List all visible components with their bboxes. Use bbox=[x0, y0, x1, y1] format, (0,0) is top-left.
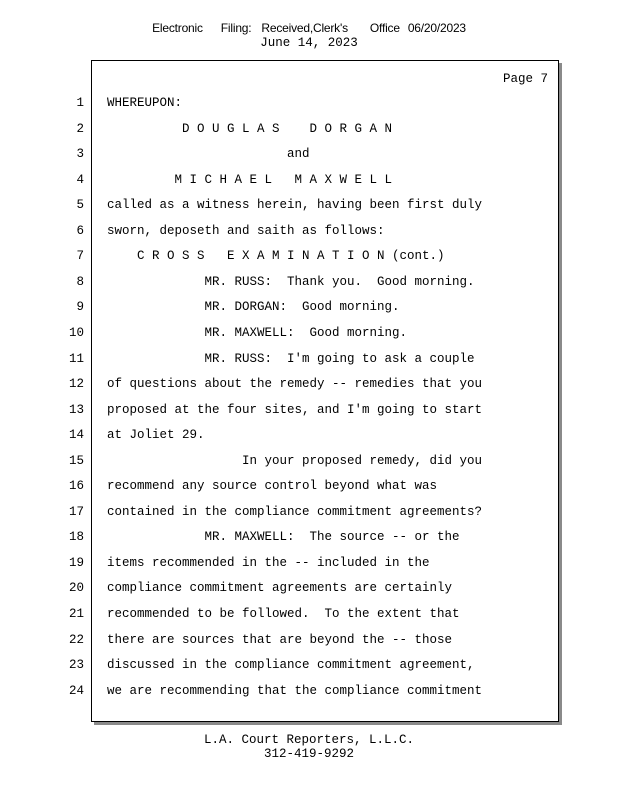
hearing-date: June 14, 2023 bbox=[260, 36, 358, 50]
line-number: 5 bbox=[76, 198, 84, 212]
line-number: 19 bbox=[68, 556, 84, 570]
line-number: 15 bbox=[68, 454, 84, 468]
line-number: 3 bbox=[76, 147, 84, 161]
transcript-line: recommended to be followed. To the extent that bbox=[107, 607, 460, 621]
line-number: 18 bbox=[68, 530, 84, 544]
line-number: 16 bbox=[68, 479, 84, 493]
line-number: 7 bbox=[76, 249, 84, 263]
line-number: 22 bbox=[68, 633, 84, 647]
line-number: 2 bbox=[76, 122, 84, 136]
stamp-filed-date: 06/20/2023 bbox=[407, 21, 466, 35]
line-number: 24 bbox=[68, 684, 84, 698]
line-number: 20 bbox=[68, 581, 84, 595]
line-number: 21 bbox=[68, 607, 84, 621]
stamp-electronic: Electronic bbox=[152, 21, 203, 35]
transcript-line: MR. RUSS: I'm going to ask a couple bbox=[107, 352, 475, 366]
transcript-line: contained in the compliance commitment agreements? bbox=[107, 505, 483, 519]
line-number: 12 bbox=[68, 377, 84, 391]
footer-phone: 312-419-9292 bbox=[263, 747, 354, 761]
transcript-line: discussed in the compliance commitment agreement, bbox=[107, 658, 475, 672]
line-number: 17 bbox=[68, 505, 84, 519]
transcript-line: and bbox=[107, 147, 310, 161]
transcript-line: there are sources that are beyond the -- those bbox=[107, 633, 453, 647]
stamp-received: Received,Clerk's bbox=[261, 21, 348, 35]
page-number: Page 7 bbox=[503, 72, 549, 86]
stamp-office: Office bbox=[369, 21, 400, 35]
line-number: 11 bbox=[68, 352, 84, 366]
transcript-line: MR. RUSS: Thank you. Good morning. bbox=[107, 275, 475, 289]
line-number: 4 bbox=[76, 173, 84, 187]
transcript-line: MR. MAXWELL: The source -- or the bbox=[107, 530, 460, 544]
transcript-line: In your proposed remedy, did you bbox=[107, 454, 483, 468]
transcript-line: recommend any source control beyond what was bbox=[107, 479, 438, 493]
transcript-line: MR. DORGAN: Good morning. bbox=[107, 300, 400, 314]
transcript-line: items recommended in the -- included in the bbox=[107, 556, 430, 570]
transcript-line: called as a witness herein, having been first duly bbox=[107, 198, 483, 212]
transcript-line: MR. MAXWELL: Good morning. bbox=[107, 326, 408, 340]
transcript-line: at Joliet 29. bbox=[107, 428, 205, 442]
line-number: 10 bbox=[68, 326, 84, 340]
transcript-line: D O U G L A S D O R G A N bbox=[107, 122, 393, 136]
transcript-line: we are recommending that the compliance commitment bbox=[107, 684, 483, 698]
line-number: 14 bbox=[68, 428, 84, 442]
transcript-line: proposed at the four sites, and I'm going to start bbox=[107, 403, 483, 417]
line-number: 13 bbox=[68, 403, 84, 417]
transcript-line: compliance commitment agreements are certainly bbox=[107, 581, 453, 595]
line-number: 1 bbox=[76, 96, 84, 110]
transcript-line: sworn, deposeth and saith as follows: bbox=[107, 224, 385, 238]
line-number: 9 bbox=[76, 300, 84, 314]
footer-company: L.A. Court Reporters, L.L.C. bbox=[203, 733, 415, 747]
transcript-line: C R O S S E X A M I N A T I O N (cont.) bbox=[107, 249, 445, 263]
transcript-line: M I C H A E L M A X W E L L bbox=[107, 173, 393, 187]
transcript-line: WHEREUPON: bbox=[107, 96, 183, 110]
line-number: 6 bbox=[76, 224, 84, 238]
stamp-filing: Filing: bbox=[220, 21, 252, 35]
electronic-filing-stamp bbox=[0, 21, 618, 35]
transcript-line: of questions about the remedy -- remedies that you bbox=[107, 377, 483, 391]
line-number: 8 bbox=[76, 275, 84, 289]
line-number: 23 bbox=[68, 658, 84, 672]
